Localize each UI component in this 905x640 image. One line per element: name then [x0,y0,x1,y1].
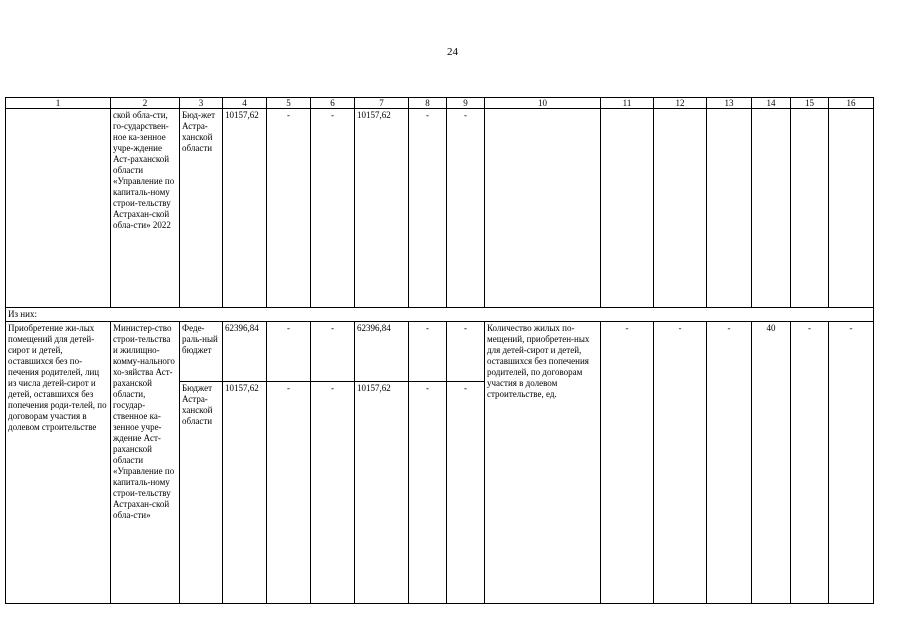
cell-value: - [601,322,654,604]
cell-total: 10157,62 [223,382,267,604]
cell-empty [707,109,752,308]
cell-value: - [267,382,311,604]
column-header: 6 [311,98,355,109]
table-row-federal [6,322,874,382]
cell-value: 40 [752,322,791,604]
column-header: 8 [409,98,447,109]
table-header-row [6,98,874,109]
cell-value: 10157,62 [355,382,409,604]
column-header: 16 [829,98,874,109]
cell-value: - [311,382,355,604]
column-header: 4 [223,98,267,109]
column-header: 12 [654,98,707,109]
table-row-continuation [6,109,874,308]
cell-budget-source: Бюджет Астра-ханской области [180,382,223,604]
cell-activity-name: Приобретение жи-лых помещений для детей-сирот и детей, оставшихся без по-печения родителей, лиц из числа детей-сирот и детей, оставшихся без попечения роди-телей, по договорам участия в долевом строительстве [6,322,111,604]
cell-budget-source: Бюд-жет Астра-ханской области [180,109,223,308]
cell-value: - [447,109,485,308]
cell-value: - [409,322,447,382]
column-header: 11 [601,98,654,109]
cell-value: - [311,322,355,382]
column-header: 13 [707,98,752,109]
column-header: 7 [355,98,409,109]
cell-value: - [829,322,874,604]
cell-executor: ской обла-сти, го-сударствен-ное ка-зенное учре-ждение Аст-раханской области «Управление по капиталь-ному строи-тельству Астрахан-ской обла-сти» 2022 [111,109,180,308]
column-header: 15 [791,98,829,109]
cell-indicator: Количество жилых по-мещений, приобретен-ных для детей-сирот и детей, оставшихся без попечения родителей, по договорам участия в долевом строительстве, ед. [485,322,601,604]
column-header: 14 [752,98,791,109]
column-header: 5 [267,98,311,109]
cell-value: - [409,382,447,604]
cell-value: - [707,322,752,604]
cell-value: - [311,109,355,308]
cell-value: - [447,382,485,604]
page-number: 24 [447,46,458,58]
column-header: 2 [111,98,180,109]
column-header: 1 [6,98,111,109]
column-header: 10 [485,98,601,109]
column-header: 9 [447,98,485,109]
cell-empty [829,109,874,308]
column-header: 3 [180,98,223,109]
cell-value: 62396,84 [355,322,409,382]
cell-empty [601,109,654,308]
cell-value: - [654,322,707,604]
cell-empty [485,109,601,308]
cell-empty [752,109,791,308]
cell-value: - [447,322,485,382]
program-table [5,97,874,604]
cell-budget-source: Феде-раль-ный бюджет [180,322,223,382]
cell-empty [6,109,111,308]
cell-value: - [791,322,829,604]
cell-executor: Министер-ство строи-тельства и жилищно-комму-нального хо-зяйства Аст-раханской области, государ-ственное ка-зенное учре-ждение Аст-раханской области «Управление по капиталь-ному строи-тельству Астрахан-ской обла-сти» [111,322,180,604]
cell-value: - [267,322,311,382]
cell-value: 10157,62 [355,109,409,308]
cell-empty [791,109,829,308]
cell-value: - [267,109,311,308]
subheading-label: Из них: [6,308,874,322]
cell-value: - [409,109,447,308]
cell-total: 62396,84 [223,322,267,382]
cell-total: 10157,62 [223,109,267,308]
cell-empty [654,109,707,308]
table-row-subheading [6,308,874,322]
